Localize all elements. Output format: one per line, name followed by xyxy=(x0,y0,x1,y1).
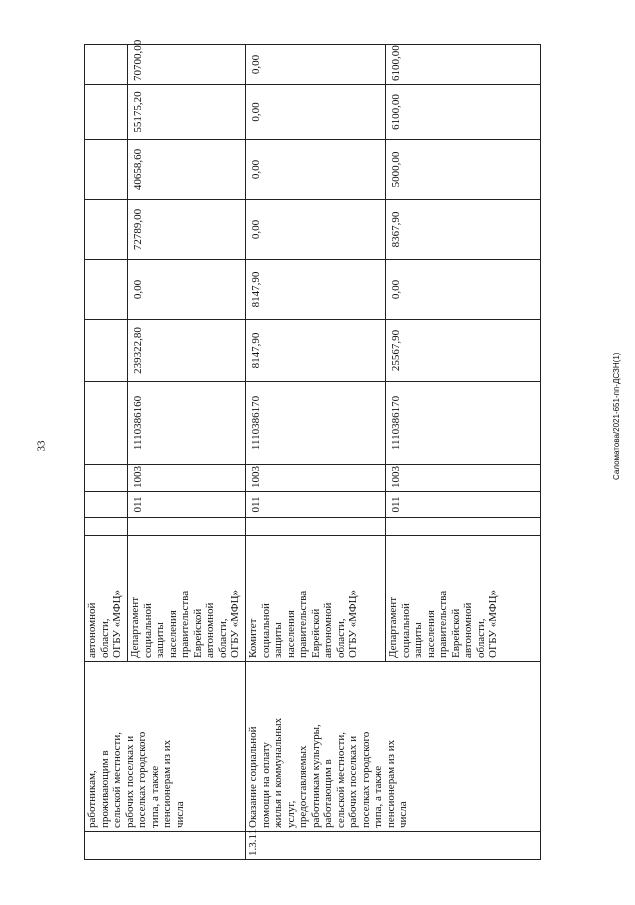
y2024-cell: 6100,00 xyxy=(386,45,541,85)
empty-cell xyxy=(128,518,246,536)
y2024-cell: 0,00 xyxy=(246,45,386,85)
page-number: 33 xyxy=(35,440,48,452)
y2024-cell: 70700,00 xyxy=(128,45,246,85)
table-row xyxy=(85,45,128,860)
y2022-cell: 0,00 xyxy=(246,140,386,200)
empty-cell xyxy=(386,518,541,536)
grbs-cell: 011 xyxy=(386,492,541,518)
table-row xyxy=(246,45,386,860)
y2022-cell: 5000,00 xyxy=(386,140,541,200)
csr-cell: 1110386170 xyxy=(246,382,386,465)
rz-cell: 1003 xyxy=(386,465,541,492)
y2023-cell: 0,00 xyxy=(246,85,386,140)
y2023-cell: 55175,20 xyxy=(128,85,246,140)
total-cell: 239322,80 xyxy=(128,320,246,382)
y2021-cell: 8367,90 xyxy=(386,200,541,260)
executor-cell: Департамент социальной защиты населения правительства Еврейской автономной области, ОГБУ «МФЦ» xyxy=(386,536,541,662)
empty-cell xyxy=(246,518,386,536)
empty-cell xyxy=(85,518,128,536)
measure-name-cell: Оказание социальной помощи на оплату жилья и коммунальных услуг, предоставляемых работникам культуры, работающим в сельской местности, рабочих поселках и поселках городского типа, а также пенсионерам из их числа xyxy=(246,662,541,832)
document-code: Саломатова/2021-651-пп-ДСЗН(1) xyxy=(612,352,621,480)
y2022-cell xyxy=(85,140,128,200)
rotated-page-area xyxy=(84,39,558,860)
rz-cell xyxy=(85,465,128,492)
y2020-cell: 0,00 xyxy=(386,260,541,320)
budget-table xyxy=(84,39,541,860)
rz-cell: 1003 xyxy=(128,465,246,492)
total-cell: 25567,90 xyxy=(386,320,541,382)
csr-cell: 1110386170 xyxy=(386,382,541,465)
csr-cell: 1110386160 xyxy=(128,382,246,465)
csr-cell xyxy=(85,382,128,465)
grbs-cell: 011 xyxy=(246,492,386,518)
y2023-cell: 6100,00 xyxy=(386,85,541,140)
y2020-cell xyxy=(85,260,128,320)
total-cell xyxy=(85,320,128,382)
y2022-cell: 40658,60 xyxy=(128,140,246,200)
y2023-cell xyxy=(85,85,128,140)
y2020-cell: 0,00 xyxy=(128,260,246,320)
grbs-cell xyxy=(85,492,128,518)
executor-cell: Комитет социальной защиты населения правительства Еврейской автономной области, ОГБУ «МФЦ» xyxy=(246,536,386,662)
executor-cell: Департамент социальной защиты населения правительства Еврейской автономной области, ОГБУ «МФЦ» xyxy=(128,536,246,662)
y2020-cell: 8147,90 xyxy=(246,260,386,320)
y2021-cell: 72789,00 xyxy=(128,200,246,260)
grbs-cell: 011 xyxy=(128,492,246,518)
row-number-cell: 1.3.11 xyxy=(246,832,541,860)
rz-cell: 1003 xyxy=(246,465,386,492)
measure-name-cell: работникам, проживающим в сельской местности, рабочих поселках и поселках городского типа, а также пенсионерам из их числа xyxy=(85,662,246,832)
total-cell: 8147,90 xyxy=(246,320,386,382)
executor-cell: автономной области, ОГБУ «МФЦ» xyxy=(85,536,128,662)
y2024-cell xyxy=(85,45,128,85)
row-number-cell xyxy=(85,832,246,860)
y2021-cell xyxy=(85,200,128,260)
budget-table-container xyxy=(84,39,558,860)
y2021-cell: 0,00 xyxy=(246,200,386,260)
